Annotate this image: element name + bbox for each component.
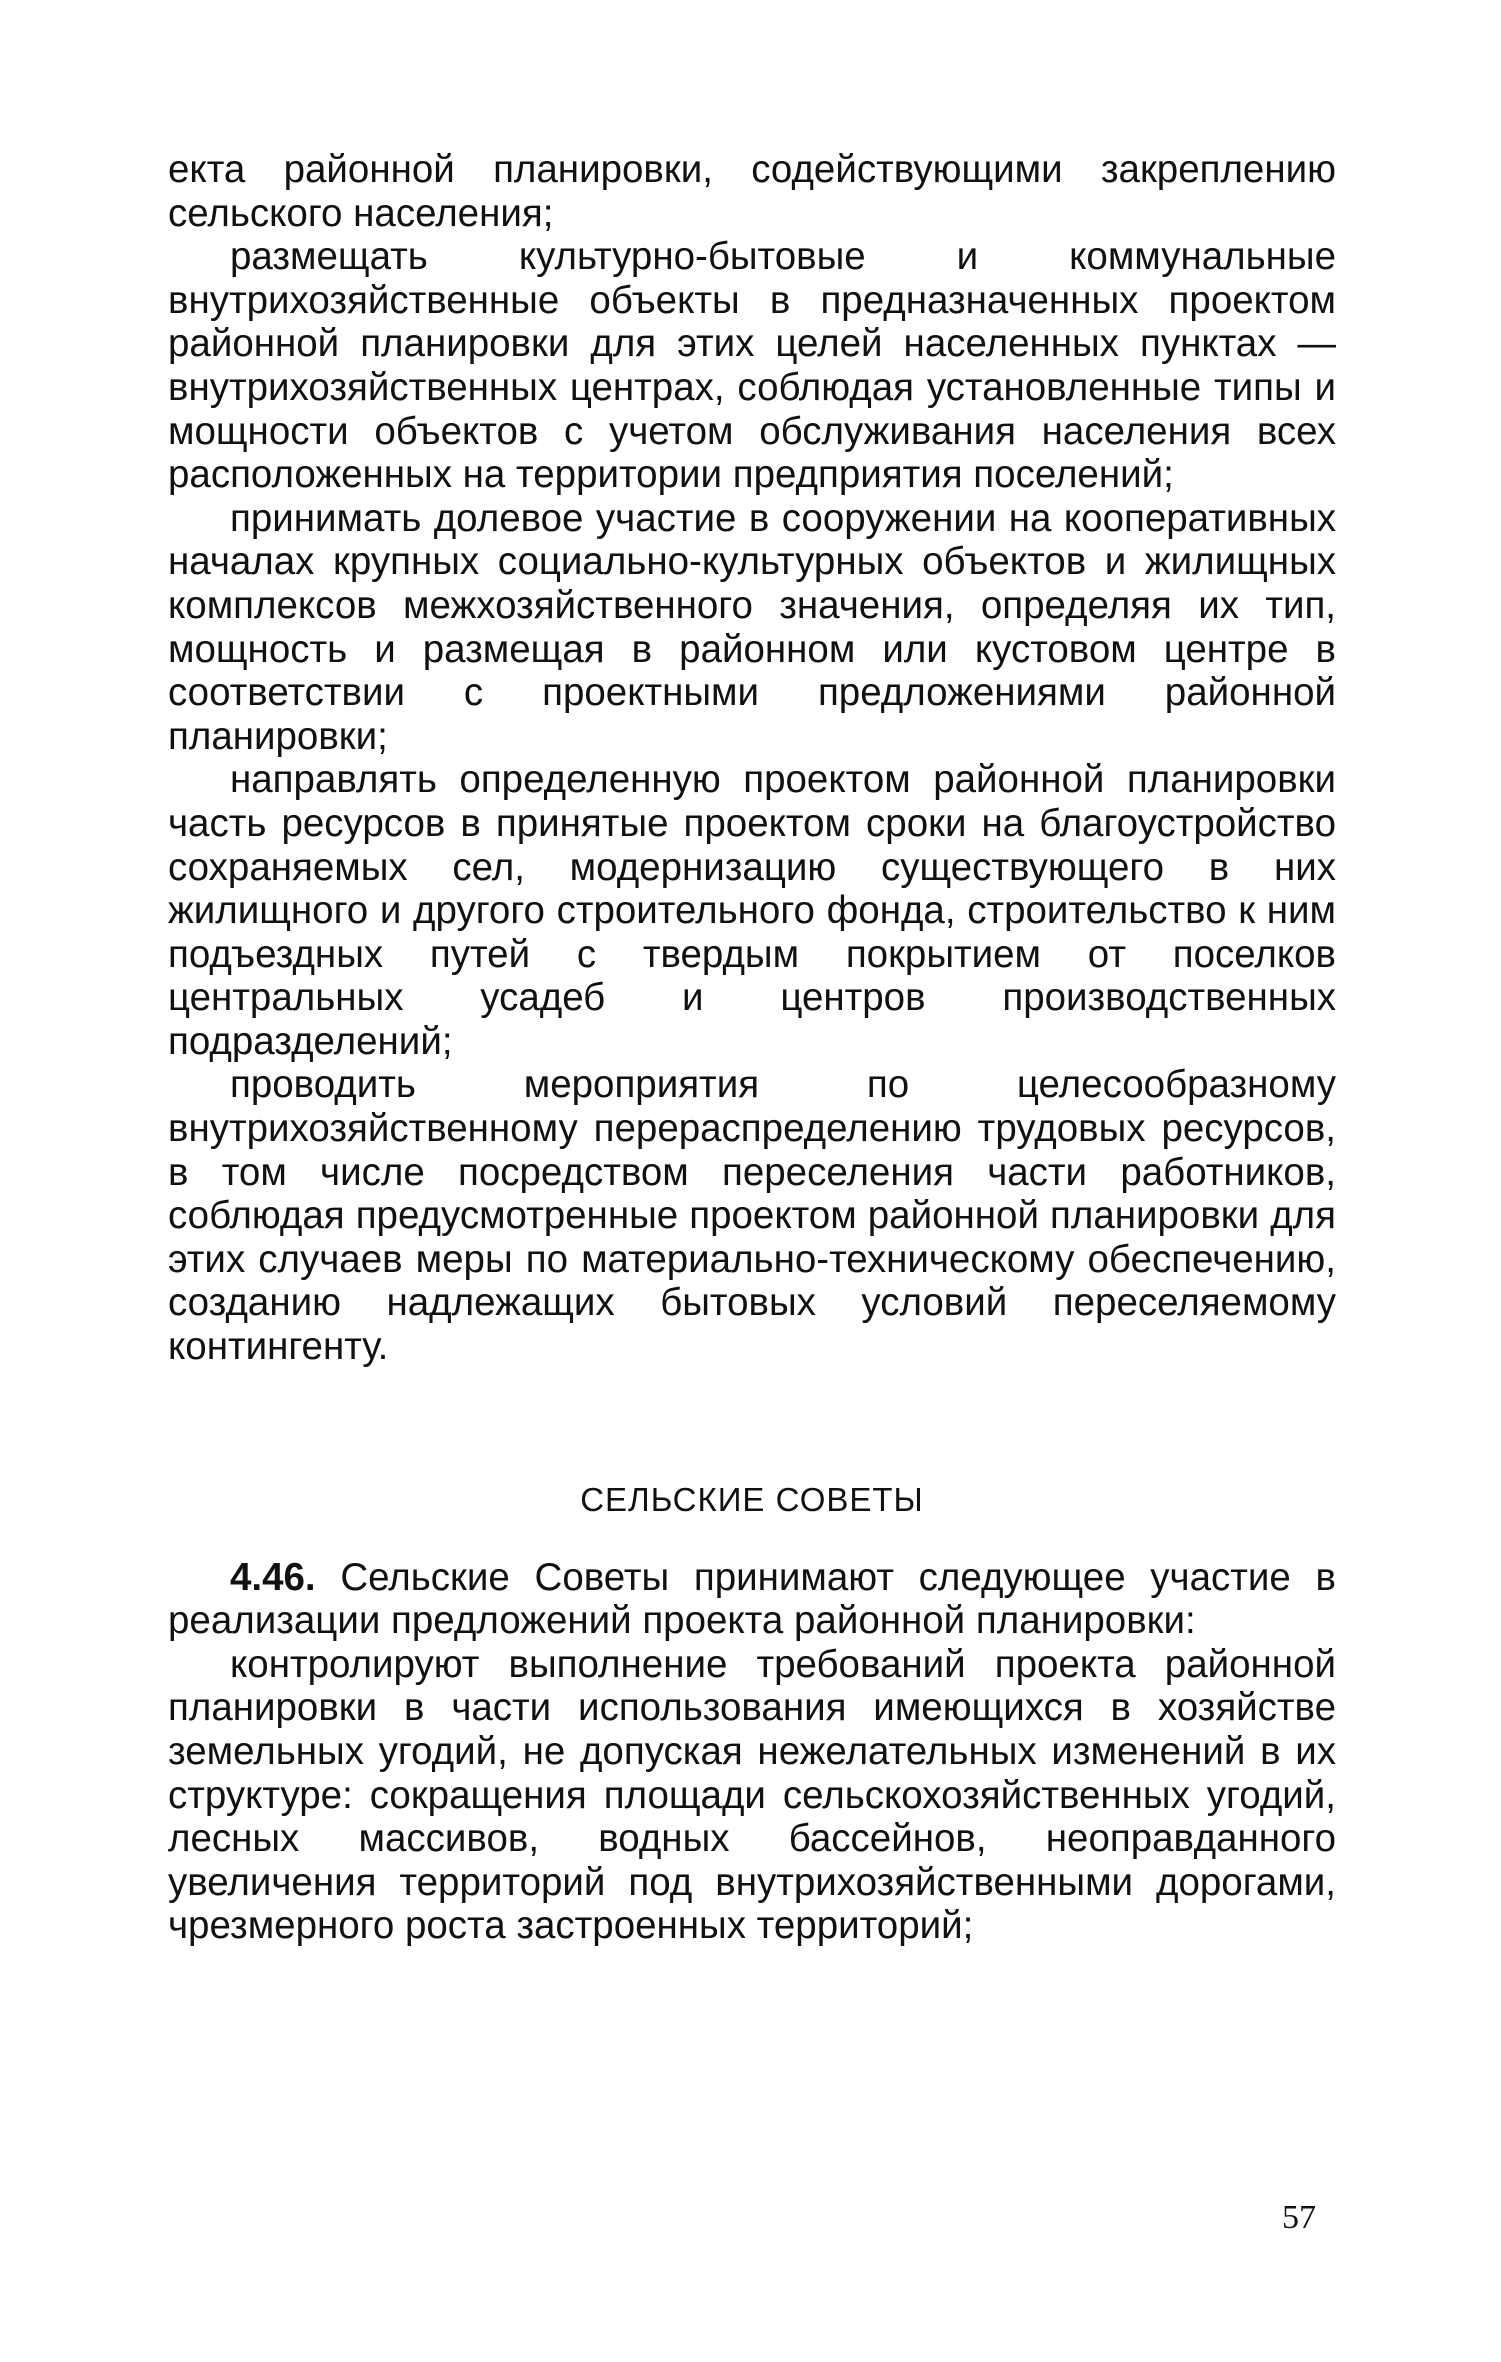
page-body <box>168 148 1336 1948</box>
section-intro-paragraph <box>168 1556 1336 1643</box>
section-number: 4.46. <box>230 1555 316 1599</box>
paragraph-land-control: контролируют выполнение требований проекта районной планировки в части использования имеющихся в хозяйстве земельных угодий, не допуская нежелательных изменений в их структуре: сокращения площади сельскохозяйственных угодий, лесных массивов, водных бассейнов, неоправданного увеличения территорий под внутрихозяйственными дорогами, чрезмерного роста застроенных территорий; <box>168 1642 1336 1948</box>
page-number: 57 <box>1282 2199 1316 2236</box>
section-intro-text: Сельские Советы принимают следующее участие в реализации предложений проекта районной планировки: <box>168 1555 1336 1643</box>
paragraph-labor-redistribution: проводить мероприятия по целесообразному внутрихозяйственному перераспределению трудовых ресурсов, в том числе посредством переселения части работников, соблюдая предусмотренные проектом районной планировки для этих случаев меры по материально-техническому обеспечению, созданию надлежащих бытовых условий переселяемому контингенту. <box>168 1063 1336 1369</box>
paragraph-continuation: екта районной планировки, содействующими закреплению сельского населения; <box>168 148 1336 235</box>
section-heading: СЕЛЬСКИЕ СОВЕТЫ <box>580 1480 924 1518</box>
paragraph-shared-participation: принимать долевое участие в сооружении на кооперативных началах крупных социально-культурных объектов и жилищных комплексов межхозяйственного значения, определяя их тип, мощность и размещая в районном или кустовом центре в соответствии с проектными предложениями районной планировки; <box>168 496 1336 758</box>
paragraph-direct-resources: направлять определенную проектом районной планировки часть ресурсов в принятые проектом сроки на благоустройство сохраняемых сел, модернизацию существующего в них жилищного и другого строительного фонда, строительство к ним подъездных путей с твердым покрытием от поселков центральных усадеб и центров производственных подразделений; <box>168 758 1336 1063</box>
paragraph-place-facilities: размещать культурно-бытовые и коммунальные внутрихозяйственные объекты в предназначенных проектом районной планировки для этих целей населенных пунктах — внутрихозяйственных центрах, соблюдая установленные типы и мощности объектов с учетом обслуживания населения всех расположенных на территории предприятия поселений; <box>168 235 1336 497</box>
